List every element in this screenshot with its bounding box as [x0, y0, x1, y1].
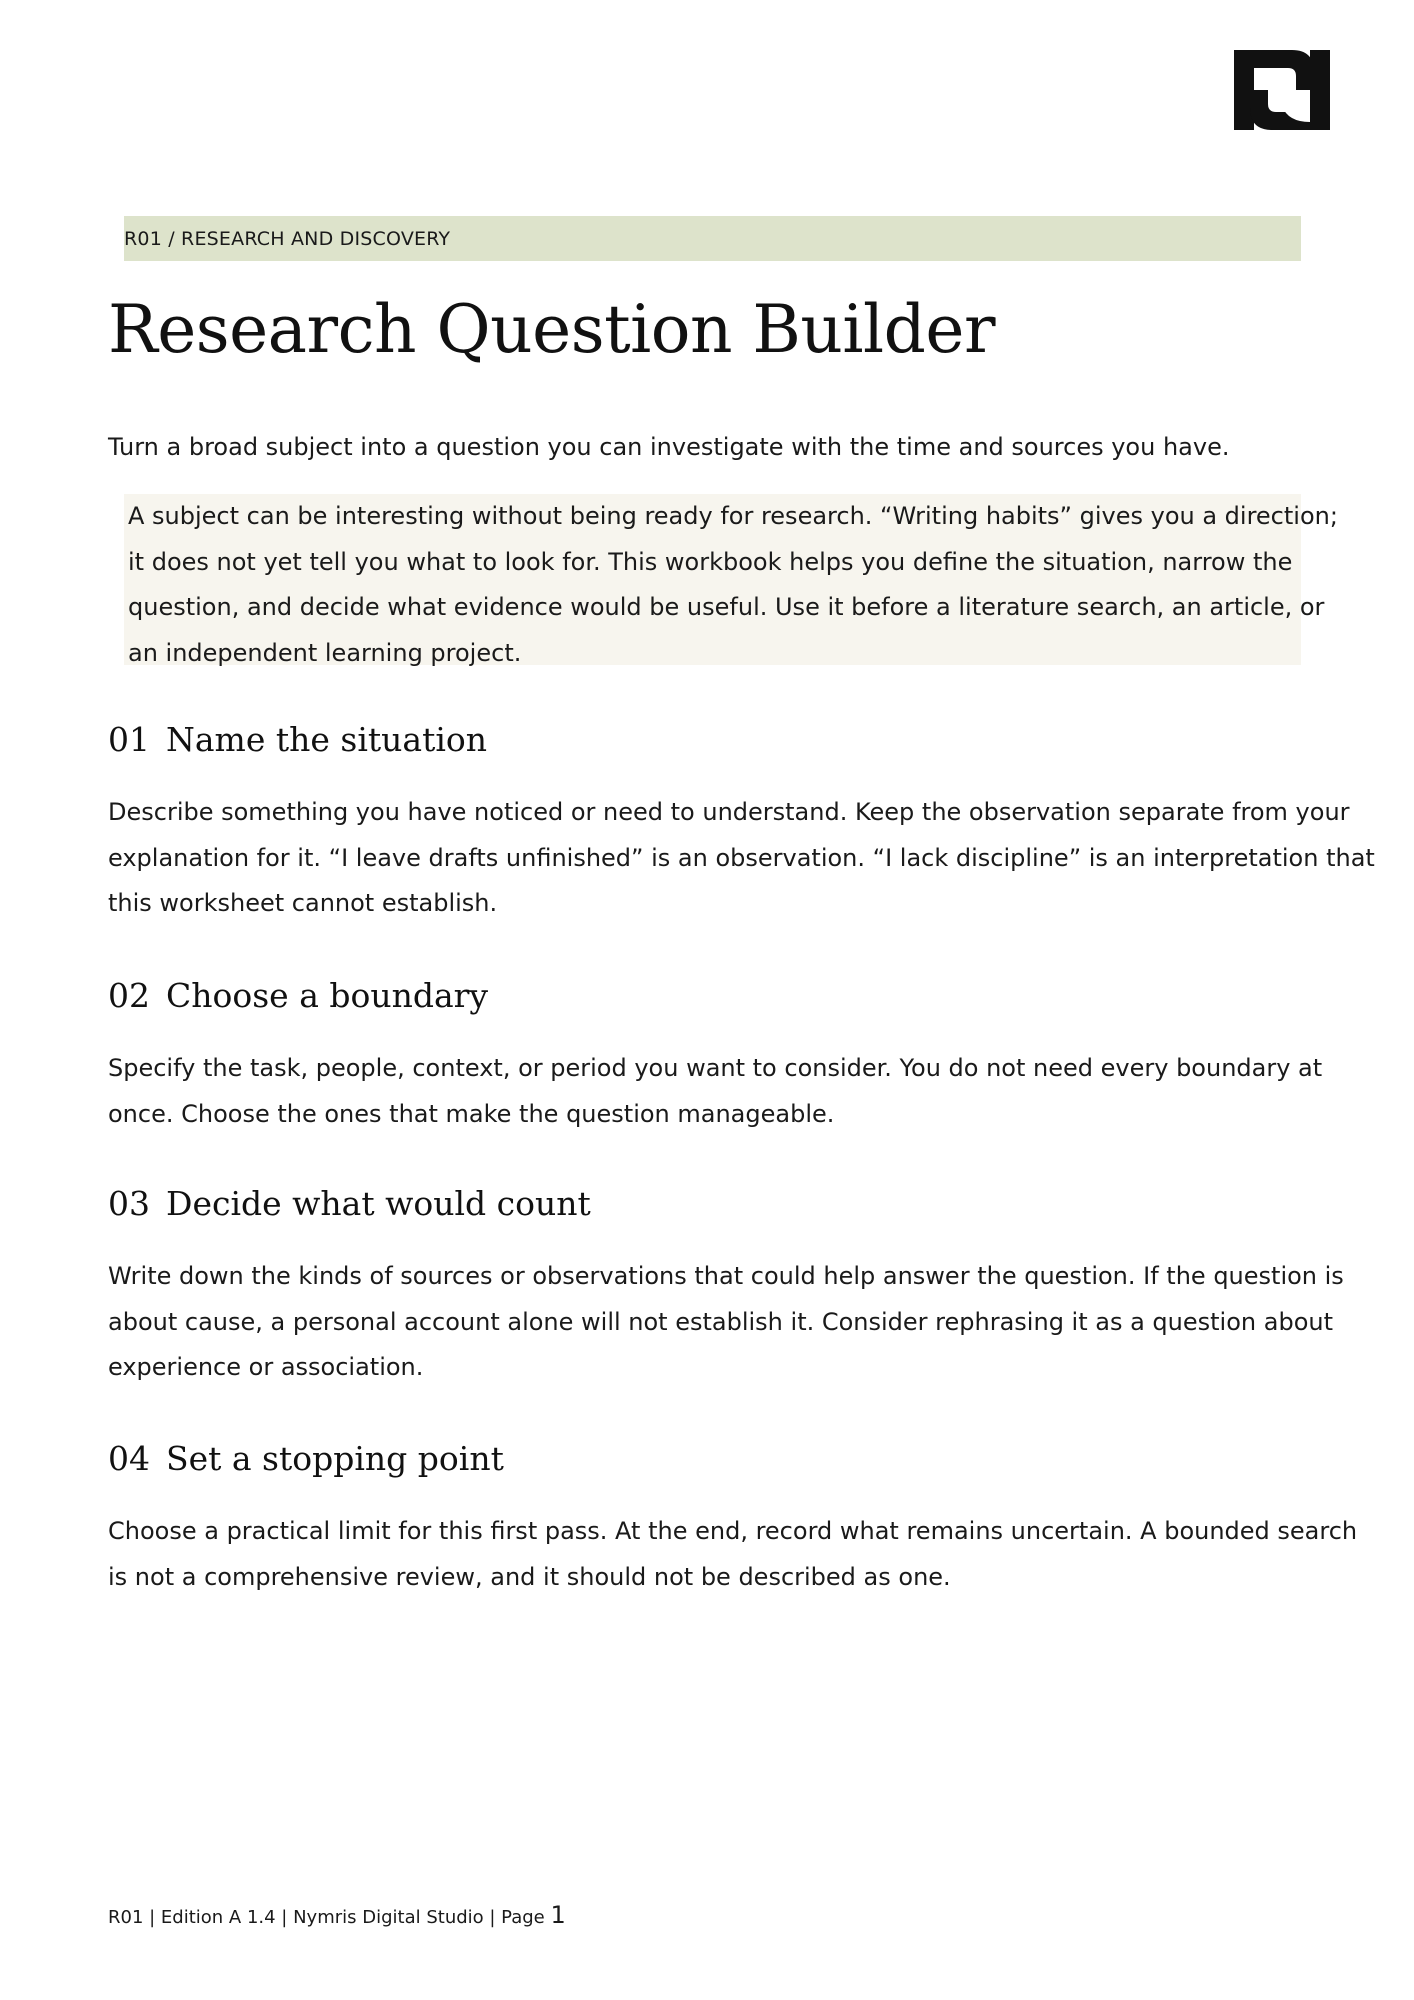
callout-line: an independent learning project. [128, 638, 522, 667]
step-body-line: Describe something you have noticed or need to understand. Keep the observation separate from your [108, 798, 1350, 826]
footer-text: R01 | Edition A 1.4 | Nymris Digital Studio | Page [108, 1907, 551, 1928]
step-body-line: is not a comprehensive review, and it should not be described as one. [108, 1562, 951, 1591]
step-body [108, 1046, 1338, 1137]
step-title: Set a stopping point [166, 1439, 504, 1478]
step-body-line: explanation for it. “I leave drafts unfinished” is an observation. “I lack discipline” is an interpretation that [108, 843, 1375, 872]
step-body-line: this worksheet cannot establish. [108, 889, 498, 917]
step-number: 03 [108, 1184, 150, 1223]
step-body-line: once. Choose the ones that make the question manageable. [108, 1099, 835, 1128]
step-title: Choose a boundary [166, 976, 489, 1015]
step-body-line: about cause, a personal account alone will not establish it. Consider rephrasing it as a question about [108, 1307, 1333, 1336]
intro-text: Turn a broad subject into a question you can investigate with the time and sources you have. [108, 433, 1230, 461]
breadcrumb: R01 / RESEARCH AND DISCOVERY [124, 227, 451, 250]
step-body [108, 1254, 1344, 1391]
callout-line: question, and decide what evidence would be useful. Use it before a literature search, an article, or [128, 593, 1325, 621]
step-heading [108, 1184, 1338, 1224]
step-body-line: experience or association. [108, 1353, 424, 1381]
step-body-line: Write down the kinds of sources or observations that could help answer the question. If the question is [108, 1262, 1344, 1290]
step-body-line: Specify the task, people, context, or period you want to consider. You do not need every boundary at [108, 1054, 1323, 1082]
page-title: Research Question Builder [108, 291, 996, 368]
step-01 [108, 720, 1375, 927]
step-02 [108, 976, 1338, 1137]
step-heading [108, 1439, 1338, 1479]
step-number: 04 [108, 1439, 150, 1478]
step-number: 01 [108, 720, 150, 759]
brand-logo-icon [1234, 50, 1330, 130]
step-heading [108, 720, 1338, 760]
callout-box [124, 494, 1338, 667]
page-footer [108, 1900, 566, 1933]
section-banner [124, 216, 1301, 261]
step-body [108, 1509, 1358, 1600]
page-number: 1 [550, 1901, 566, 1929]
step-body-line: Choose a practical limit for this first pass. At the end, record what remains uncertain. A bounded search [108, 1517, 1358, 1545]
step-number: 02 [108, 976, 150, 1015]
step-04 [108, 1439, 1358, 1600]
step-body [108, 790, 1375, 927]
step-heading [108, 976, 1338, 1016]
callout-line: A subject can be interesting without being ready for research. “Writing habits” gives you a direction; [128, 502, 1338, 530]
step-title: Name the situation [166, 720, 488, 759]
step-03 [108, 1184, 1344, 1391]
step-title: Decide what would count [166, 1184, 591, 1223]
callout-line: it does not yet tell you what to look for. This workbook helps you define the situation, narrow the [128, 547, 1293, 576]
